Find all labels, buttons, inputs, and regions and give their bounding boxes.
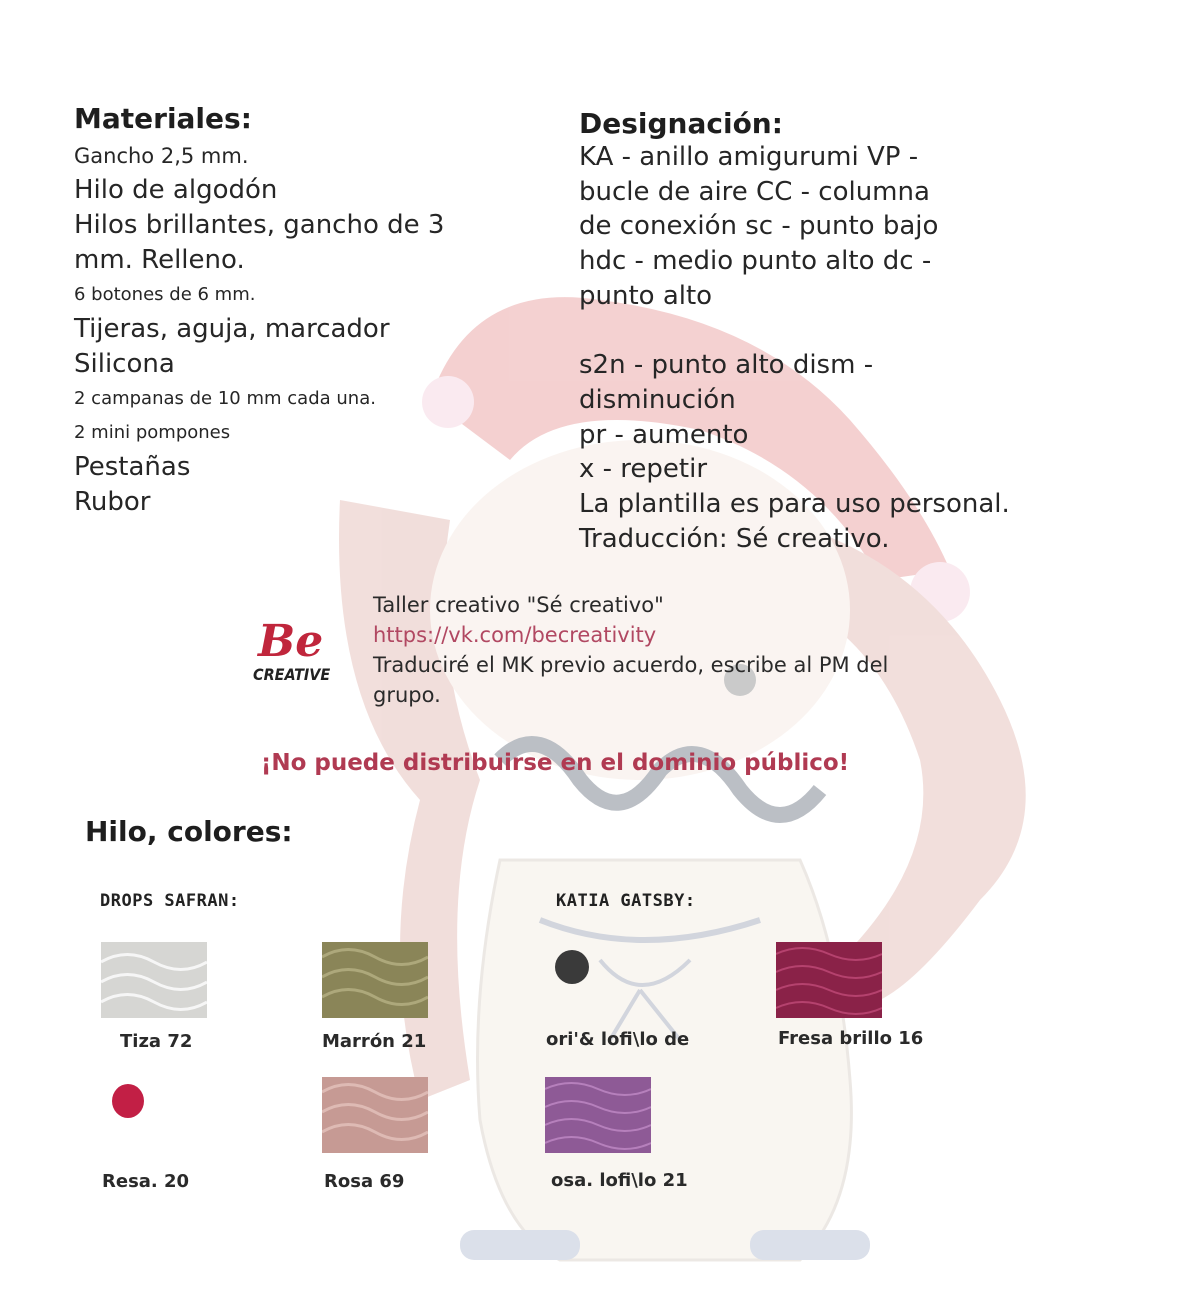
be-creative-logo (250, 608, 340, 688)
swatch-rosa-69 (322, 1077, 428, 1153)
designation-line: s2n - punto alto dism - disminución (579, 350, 874, 415)
material-item: Hilo de algodón (74, 175, 278, 205)
material-item: 2 campanas de 10 mm cada una. (74, 388, 376, 409)
workshop-block (250, 590, 950, 710)
designation-line: Traducción: Sé creativo. (579, 523, 890, 554)
materials-heading: Materiales: (74, 102, 252, 135)
swatch-label: Fresa brillo 16 (778, 1028, 924, 1049)
material-item: Hilos brillantes, gancho de 3 mm. Relleno. (74, 210, 445, 275)
designation-line: La plantilla es para uso personal. (579, 489, 1010, 520)
material-item: 2 mini pompones (74, 422, 231, 443)
swatch-dot-red (112, 1084, 144, 1118)
designation-heading: Designación: (579, 107, 783, 140)
material-item: Pestañas (74, 452, 191, 482)
material-item: Rubor (74, 487, 151, 517)
logo-sub: CREATIVE (253, 665, 331, 684)
swatch-label: Tiza 72 (120, 1031, 193, 1052)
swatch-tiza-72 (101, 942, 207, 1018)
materials-section (74, 102, 514, 520)
swatch-dot-dark (555, 950, 589, 984)
swatch-marron-21 (322, 942, 428, 1018)
swatch-rosa-lofilo-21 (545, 1077, 651, 1153)
swatch-label: ori'& lofi\lo de (546, 1029, 690, 1050)
workshop-title: Taller creativo "Sé creativo" (373, 593, 664, 617)
yarn-heading: Hilo, colores: (85, 815, 293, 848)
designation-abbreviations: KA - anillo amigurumi VP - bucle de aire CC - columna de conexión sc - punto bajo hdc - medio punto alto dc - punto alto (579, 142, 939, 311)
swatch-label: osa. lofi\lo 21 (551, 1170, 688, 1191)
swatch-label: Resa. 20 (102, 1171, 190, 1192)
distribution-warning: ¡No puede distribuirse en el dominio público! (260, 750, 850, 776)
logo-main: Be (258, 616, 324, 667)
brand-drops-label: DROPS SAFRAN: (100, 891, 240, 911)
swatch-label: Marrón 21 (322, 1031, 427, 1052)
swatch-fresa-brillo-16 (776, 942, 882, 1018)
designation-line: pr - aumento (579, 419, 749, 450)
material-item: 6 botones de 6 mm. (74, 284, 256, 305)
designation-section (579, 107, 1039, 556)
material-item: Gancho 2,5 mm. (74, 144, 249, 168)
designation-line: x - repetir (579, 454, 708, 485)
brand-katia-label: KATIA GATSBY: (556, 891, 696, 911)
workshop-link[interactable]: https://vk.com/becreativity (373, 623, 657, 647)
workshop-note: Traduciré el MK previo acuerdo, escribe al PM del grupo. (373, 653, 889, 707)
material-item: Tijeras, aguja, marcador (74, 314, 390, 344)
swatch-label: Rosa 69 (324, 1171, 405, 1192)
material-item: Silicona (74, 349, 175, 379)
